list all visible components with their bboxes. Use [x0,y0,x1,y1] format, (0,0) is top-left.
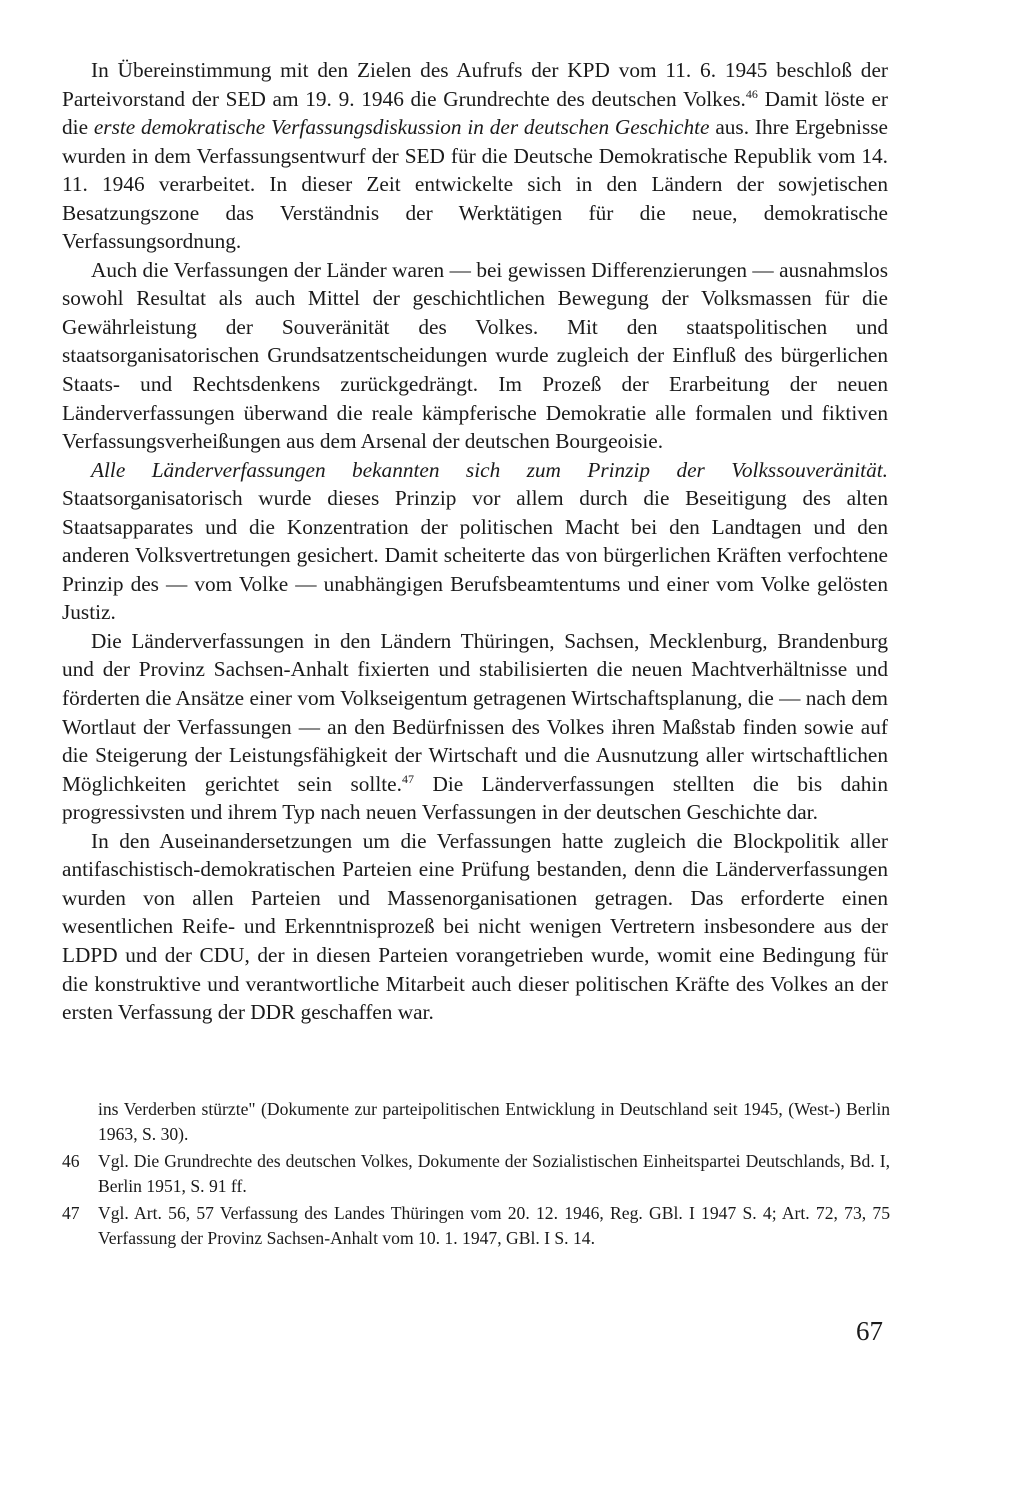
emphasized-text: erste demokratische Verfassungsdiskussion in der deutschen Geschichte [93,115,710,140]
text-segment: Auch die Verfassungen der Länder waren — bei gewissen Differenzierungen — ausnahmslos sowohl Resultat als auch Mittel der geschichtlichen Bewegung der Volksmassen für die Gewährleistung der Souveränität des Volkes. Mit den staatspolitischen und staatsorganisatorischen Grundsatzentscheidungen wurde zugleich der Einfluß des bürgerlichen Staats- und Rechtsdenkens zurückgedrängt. Im Prozeß der Erarbeitung der neuen Länderverfassungen überwand die reale kämpferische Demokratie alle formalen und fiktiven Verfassungsverheißungen aus dem Arsenal der deutschen Bourgeoisie. [62,257,888,454]
text-segment: Die Länderverfassungen stellten die bis dahin progressivsten und ihrem Typ nach neuen Verfassungen in der deutschen Geschichte dar. [62,771,888,825]
footnote-number [62,1097,98,1146]
footnote [62,1201,890,1250]
text-segment: Staatsorganisatorisch wurde dieses Prinzip vor allem durch die Beseitigung des alten Staatsapparates und die Konzentration der politischen Macht bei den Landtagen und den anderen Volksvertretungen gesichert. Damit scheiterte das von bürgerlichen Kräften verfochtene Prinzip des — vom Volke — unabhängigen Berufsbeamtentums und einer vom Volke gelösten Justiz. [62,486,888,625]
footnote [62,1097,890,1146]
footnote-text: ins Verderben stürzte" (Dokumente zur parteipolitischen Entwicklung in Deutschland seit 1945, (West-) Berlin 1963, S. 30). [98,1099,890,1144]
paragraph [62,256,888,456]
text-segment: aus. Ihre Ergebnisse wurden in dem Verfassungsentwurf der SED für die Deutsche Demokratische Republik vom 14. 11. 1946 verarbeitet. In dieser Zeit entwickelte sich in den Ländern der sowjetischen Besatzungszone das Verständnis der Werktätigen für die neue, demokratische Verfassungsordnung. [62,115,889,254]
text-segment: In den Auseinandersetzungen um die Verfassungen hatte zugleich die Blockpolitik aller antifaschistisch-demokratischen Parteien eine Prüfung bestanden, denn die Länderverfassungen wurden von allen Parteien und Massenorganisationen getragen. Das erforderte einen wesentlichen Reife- und Erkenntnisprozeß bei nicht wenigen Vertretern insbesondere aus der LDPD und der CDU, der in diesen Parteien vorangetrieben wurde, womit eine Bedingung für die konstruktive und verantwortliche Mitarbeit auch dieser politischen Kräfte des Volkes an der ersten Verfassung der DDR geschaffen war. [62,828,888,1025]
footnote-reference: 47 [401,771,414,786]
paragraph [62,627,888,827]
footnotes [62,1097,890,1254]
text-segment: Damit löste er die [62,86,888,140]
emphasized-text: Alle Länderverfassungen bekannten sich zum Prinzip der Volkssouveränität. [91,457,888,482]
footnote-number: 46 [62,1151,80,1172]
footnote-text: Vgl. Art. 56, 57 Verfassung des Landes Thüringen vom 20. 12. 1946, Reg. GBl. I 1947 S. 4; Art. 72, 73, 75 Verfassung der Provinz Sachsen-Anhalt vom 10. 1. 1947, GBl. I S. 14. [98,1203,890,1248]
main-text [62,56,888,1027]
paragraph [62,56,888,256]
paragraph [62,827,888,1027]
footnote [62,1149,890,1198]
footnote-number: 47 [62,1203,80,1224]
paragraph [62,456,888,627]
page-number: 67 [856,1316,883,1346]
footnote-reference: 46 [745,86,758,101]
footnote-text: Vgl. Die Grundrechte des deutschen Volkes, Dokumente der Sozialistischen Einheitspartei Deutschlands, Bd. I, Berlin 1951, S. 91 ff. [98,1151,890,1196]
text-segment: Die Länderverfassungen in den Ländern Thüringen, Sachsen, Mecklenburg, Brandenburg und der Provinz Sachsen-Anhalt fixierten und stabilisierten die neuen Machtverhältnisse und förderten die Ansätze einer vom Volkseigentum getragenen Wirtschaftsplanung, die — nach dem Wortlaut der Verfassungen — an den Bedürfnissen des Volkes ihren Maßstab finden sowie auf die Steigerung der Leistungsfähigkeit der Wirtschaft und die Ausnutzung aller wirtschaftlichen Möglichkeiten gerichtet sein sollte. [62,628,888,796]
text-segment: In Übereinstimmung mit den Zielen des Aufrufs der KPD vom 11. 6. 1945 beschloß der Parteivorstand der SED am 19. 9. 1946 die Grundrechte des deutschen Volkes. [62,58,888,111]
